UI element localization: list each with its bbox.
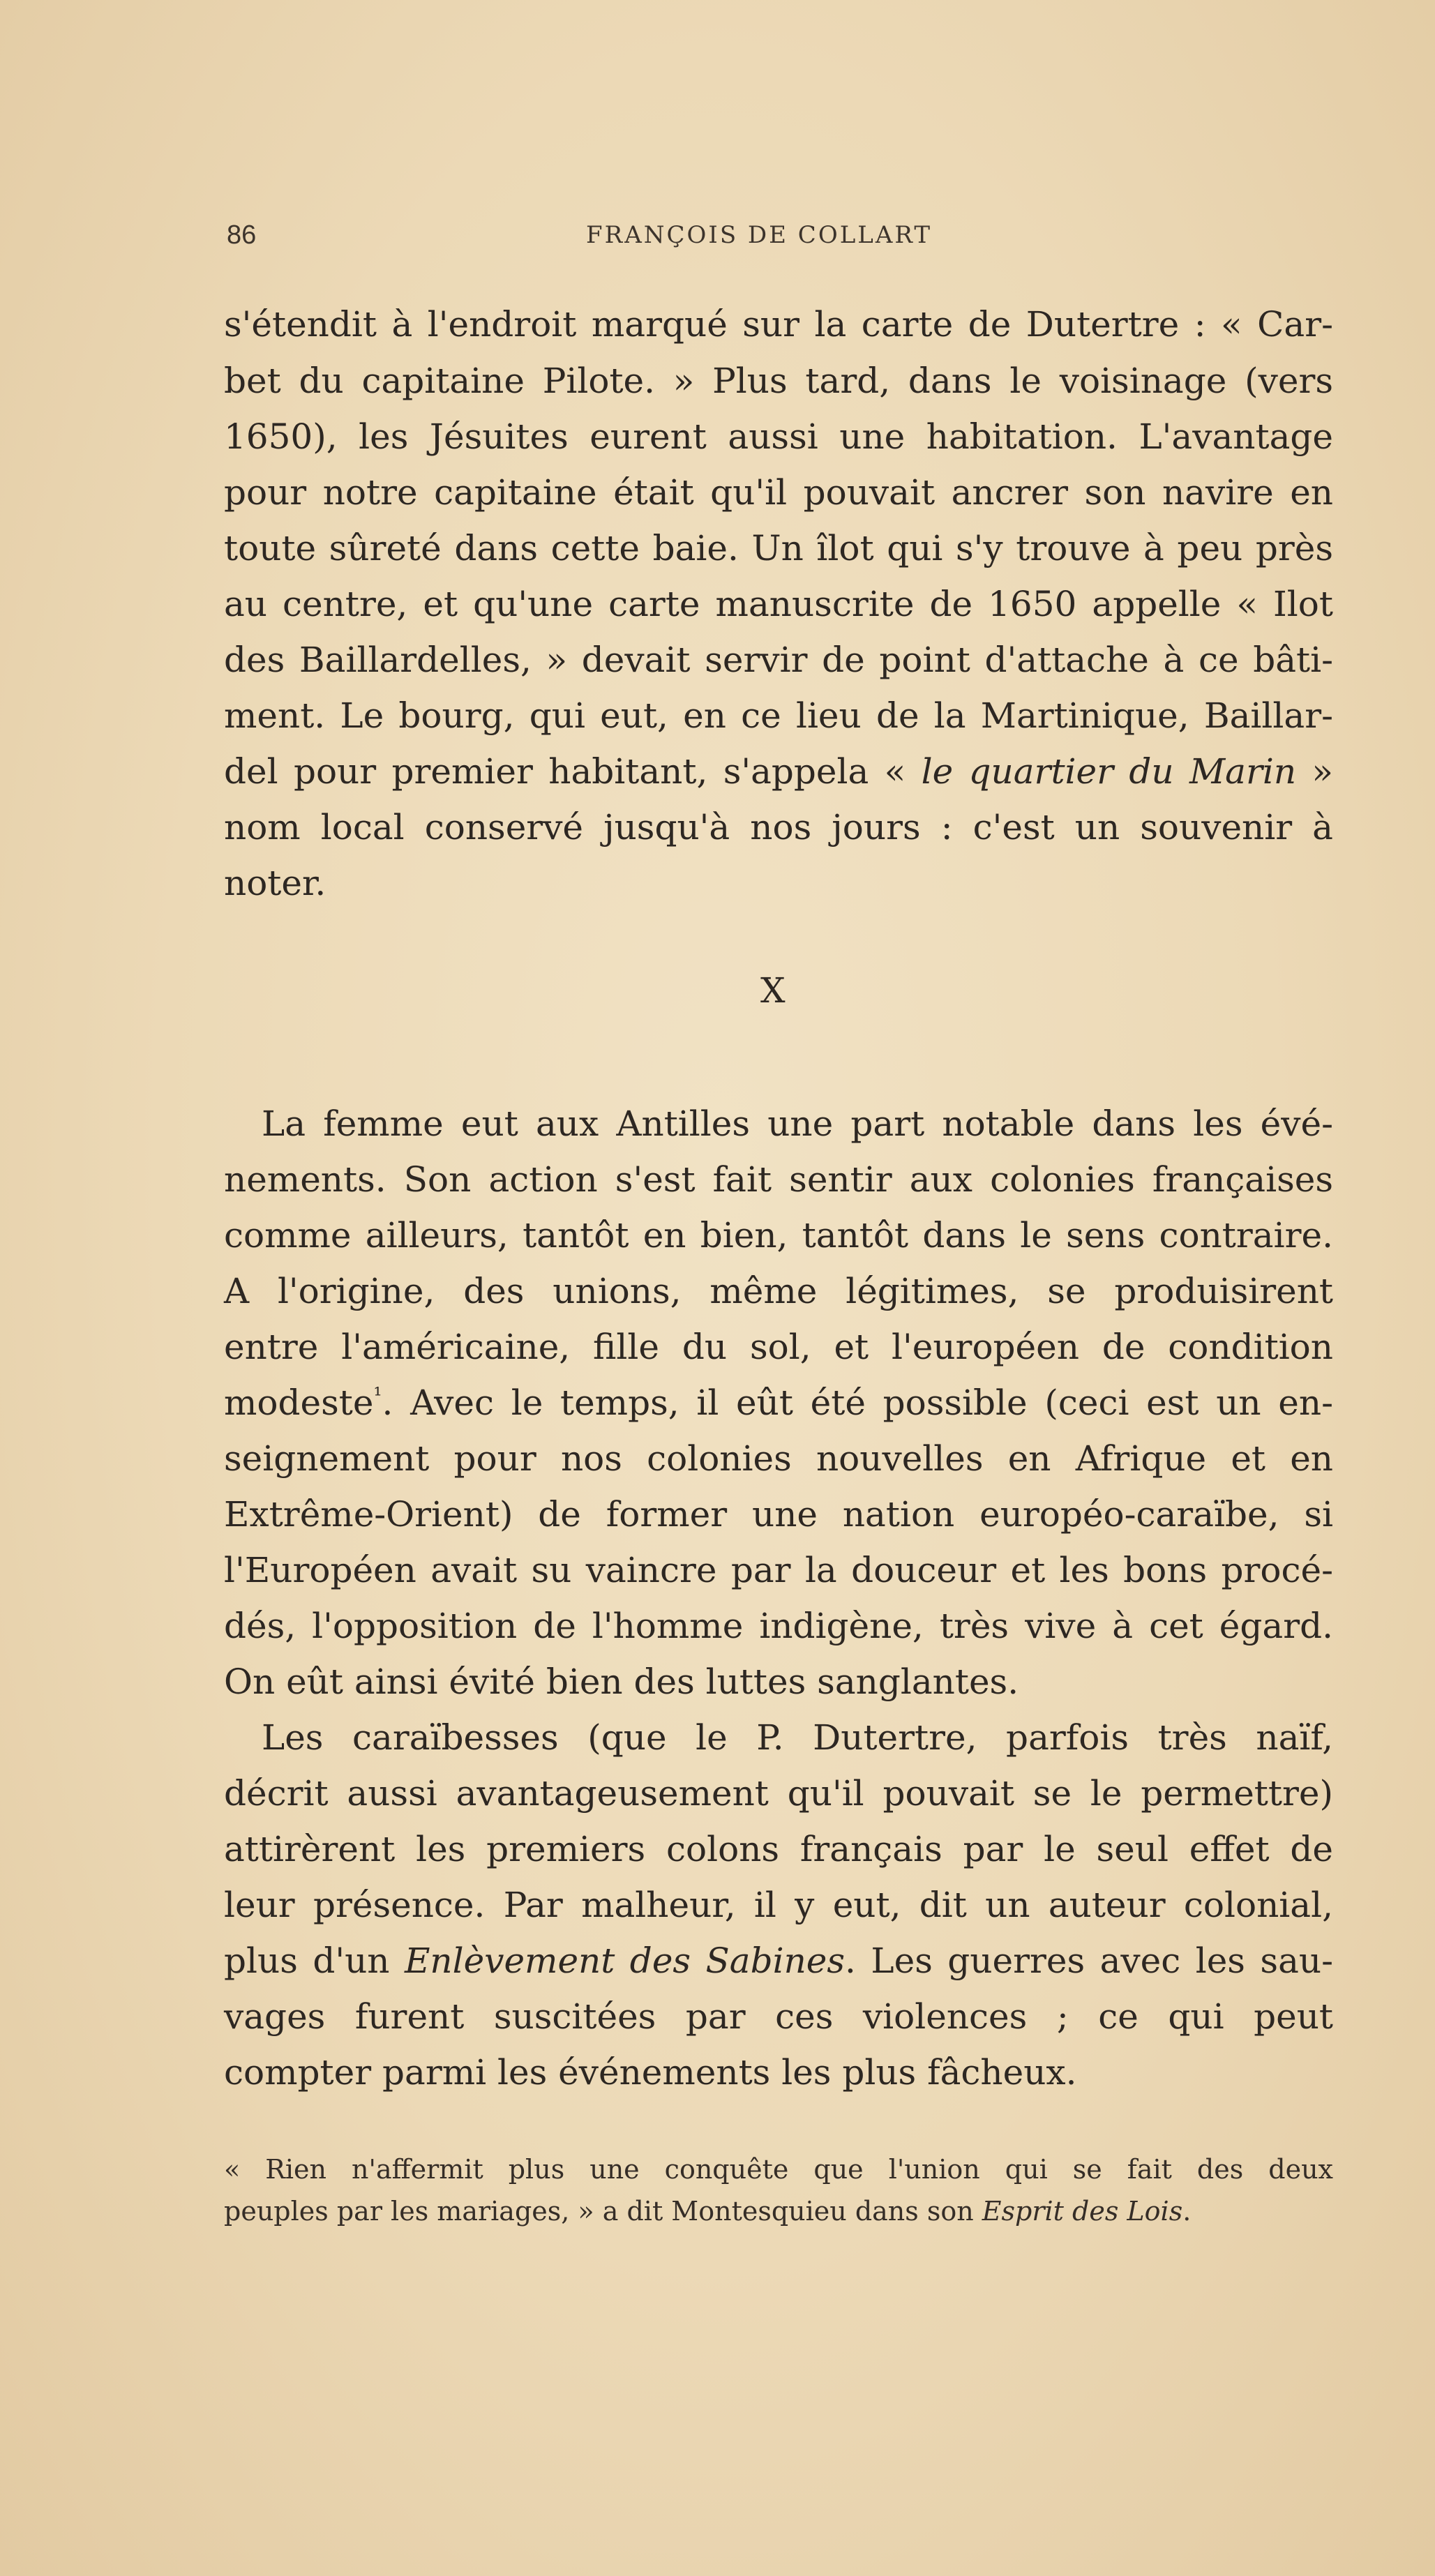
text-line-with-italic xyxy=(224,747,1333,796)
text-run: del pour premier habitant, s'appela « xyxy=(224,751,922,792)
text-line: des Baillardelles, » devait servir de point d'attache à ce bâti- xyxy=(224,640,1333,680)
text-line-with-footnote-ref xyxy=(224,1378,1333,1427)
text-line: au centre, et qu'une carte manuscrite de 1650 appelle « Ilot xyxy=(224,584,1333,624)
text-line: dés, l'opposition de l'homme indigène, très vive à cet égard. xyxy=(224,1606,1333,1646)
text-run: » xyxy=(1296,751,1333,792)
footnote-line-with-italic xyxy=(224,2194,1333,2229)
text-line: nements. Son action s'est fait sentir aux colonies françaises xyxy=(224,1159,1333,1200)
text-line: l'Européen avait su vaincre par la douceur et les bons procé- xyxy=(224,1550,1333,1590)
italic-title: Enlèvement des Sabines xyxy=(404,1941,846,1981)
running-head: FRANÇOIS DE COLLART xyxy=(586,221,933,249)
text-line: vages furent suscitées par ces violences ; ce qui peut xyxy=(224,1996,1333,2037)
text-line: 1650), les Jésuites eurent aussi une habitation. L'avantage xyxy=(224,416,1333,457)
text-run: . Avec le temps, il eût été possible (ceci est un en- xyxy=(382,1383,1333,1423)
text-line: décrit aussi avantageusement qu'il pouvait se le permettre) xyxy=(224,1773,1333,1814)
text-line: On eût ainsi évité bien des luttes sanglantes. xyxy=(224,1662,1019,1702)
footnote-reference[interactable]: ¹ xyxy=(373,1383,382,1408)
text-line: s'étendit à l'endroit marqué sur la carte de Dutertre : « Car- xyxy=(224,304,1333,345)
text-line: Les caraïbesses (que le P. Dutertre, parfois très naïf, xyxy=(262,1717,1333,1758)
text-line: leur présence. Par malheur, il y eut, dit un auteur colonial, xyxy=(224,1885,1333,1925)
text-line: A l'origine, des unions, même légitimes, se produisirent xyxy=(224,1271,1333,1311)
text-line: seignement pour nos colonies nouvelles en Afrique et en xyxy=(224,1438,1333,1479)
text-line: comme ailleurs, tantôt en bien, tantôt dans le sens contraire. xyxy=(224,1215,1333,1256)
text-line: attirèrent les premiers colons français par le seul effet de xyxy=(224,1829,1333,1869)
text-line: bet du capitaine Pilote. » Plus tard, dans le voisinage (vers xyxy=(224,361,1333,401)
text-run: peuples par les mariages, » a dit Montesquieu dans son xyxy=(224,2196,982,2227)
text-run: plus d'un xyxy=(224,1941,405,1981)
text-line: La femme eut aux Antilles une part notable dans les évé- xyxy=(262,1104,1333,1144)
text-line: entre l'américaine, fille du sol, et l'européen de condition xyxy=(224,1327,1333,1367)
text-line: nom local conservé jusqu'à nos jours : c'est un souvenir à xyxy=(224,807,1333,848)
page-number: 86 xyxy=(227,220,257,250)
text-line: pour notre capitaine était qu'il pouvait ancrer son navire en xyxy=(224,472,1333,513)
text-line: compter parmi les événements les plus fâcheux. xyxy=(224,2052,1077,2093)
footnote-line: « Rien n'affermit plus une conquête que l'union qui se fait des deux xyxy=(224,2154,1333,2185)
text-line: ment. Le bourg, qui eut, en ce lieu de la Martinique, Baillar- xyxy=(224,695,1333,736)
page-header xyxy=(227,218,1015,253)
text-run: modeste xyxy=(224,1383,374,1423)
text-line-with-italic xyxy=(224,1936,1333,1985)
text-line: Extrême-Orient) de former une nation européo-caraïbe, si xyxy=(224,1494,1333,1535)
text-run: . Les guerres avec les sau- xyxy=(845,1941,1333,1981)
italic-book-title: Esprit des Lois xyxy=(982,2196,1183,2227)
italic-place-name: le quartier du Marin xyxy=(921,751,1297,792)
text-line: noter. xyxy=(224,863,326,903)
text-run: . xyxy=(1182,2196,1192,2227)
section-heading: X xyxy=(760,970,786,1011)
text-line: toute sûreté dans cette baie. Un îlot qui s'y trouve à peu près xyxy=(224,528,1333,568)
